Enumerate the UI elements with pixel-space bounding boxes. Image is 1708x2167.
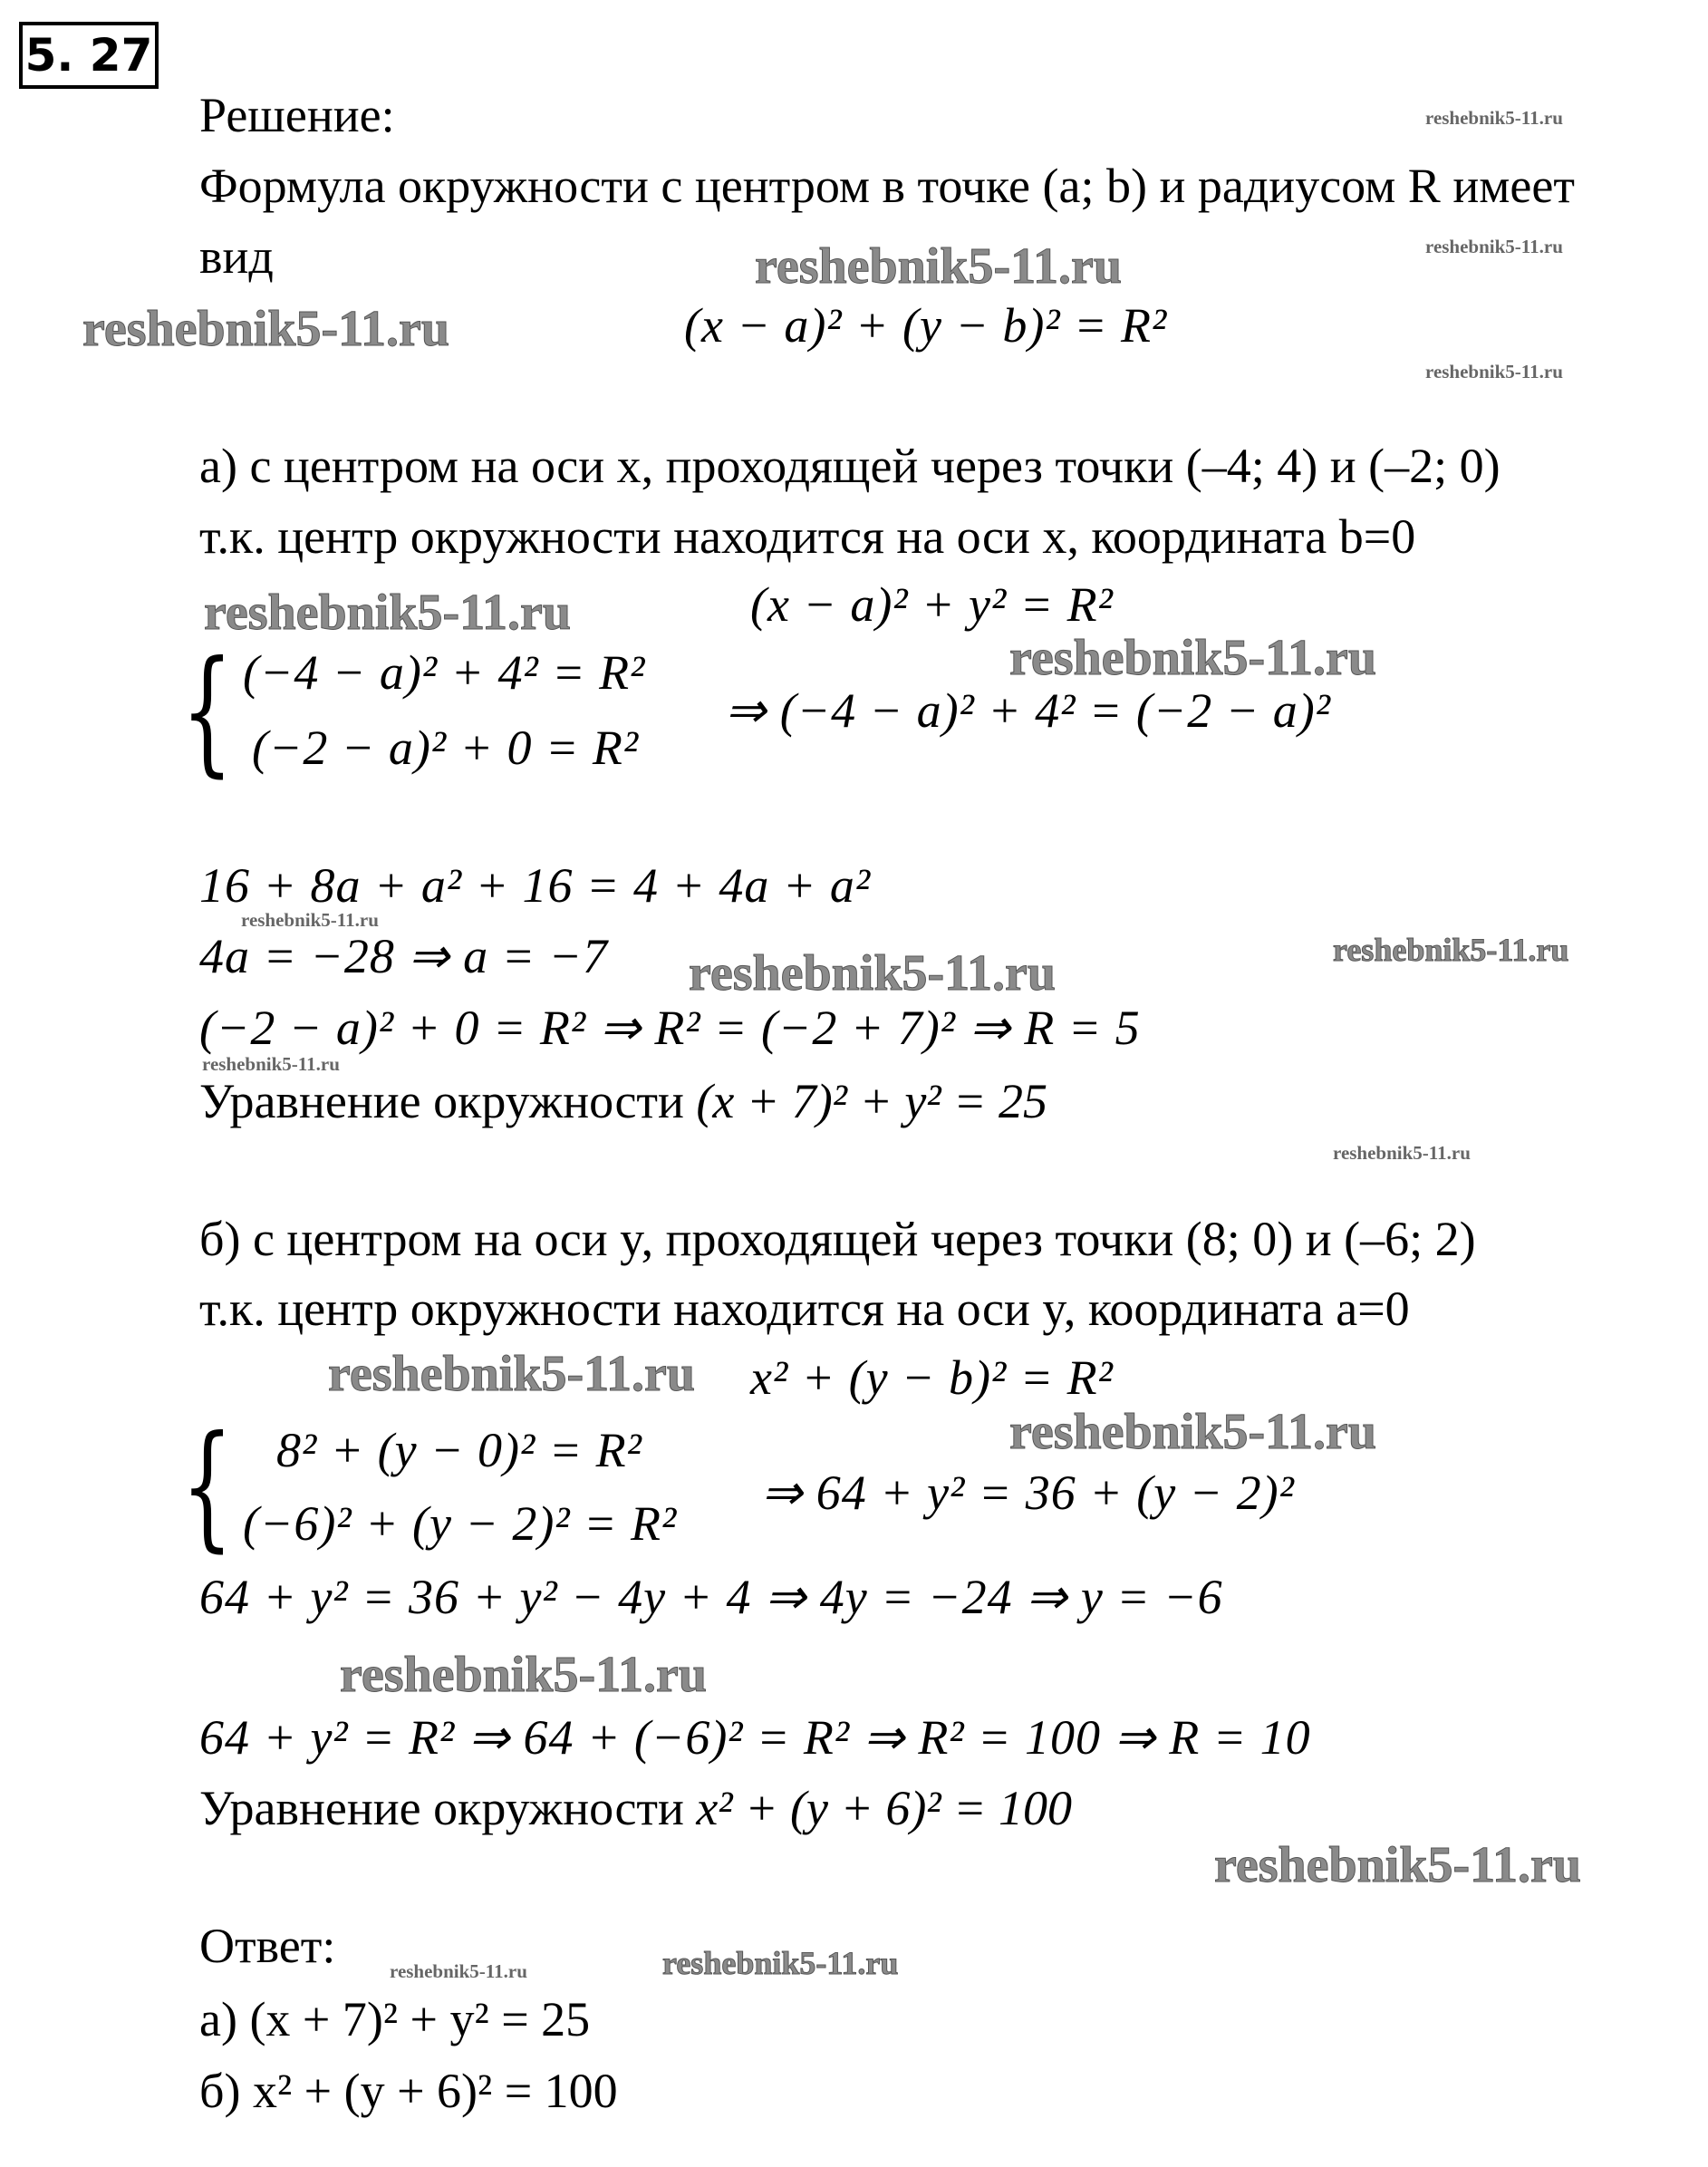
watermark: reshebnik5-11.ru xyxy=(1009,1404,1377,1460)
watermark: reshebnik5-11.ru xyxy=(202,1053,340,1075)
part-b-formula: x² + (y − b)² = R² xyxy=(750,1350,1114,1405)
watermark: reshebnik5-11.ru xyxy=(328,1346,696,1402)
answer-a: а) (x + 7)² + y² = 25 xyxy=(199,1992,591,2046)
part-a-step-3: (−2 − a)² + 0 = R² ⇒ R² = (−2 + 7)² ⇒ R = 5 xyxy=(199,1001,1141,1055)
part-a-system-eq2: (−2 − a)² + 0 = R² xyxy=(252,721,640,775)
part-a-system-eq1: (−4 − a)² + 4² = R² xyxy=(243,645,646,700)
watermark: reshebnik5-11.ru xyxy=(241,909,379,931)
formula-text: Формула окружности с центром в точке (a; b) и радиусом R имеет xyxy=(199,159,1575,213)
part-b-system-eq2: (−6)² + (y − 2)² = R² xyxy=(243,1496,678,1551)
answer-b: б) x² + (y + 6)² = 100 xyxy=(199,2064,618,2118)
answer-label: Ответ: xyxy=(199,1919,336,1973)
part-a-implication: ⇒ (−4 − a)² + 4² = (−2 − a)² xyxy=(725,683,1331,738)
part-a-step-1: 16 + 8a + a² + 16 = 4 + 4a + a² xyxy=(199,858,872,913)
watermark: reshebnik5-11.ru xyxy=(1009,630,1377,686)
part-b-implication: ⇒ 64 + y² = 36 + (y − 2)² xyxy=(761,1466,1295,1520)
part-b-result xyxy=(199,1781,1073,1835)
solution-label: Решение: xyxy=(199,88,395,142)
watermark: reshebnik5-11.ru xyxy=(662,1945,899,1981)
part-b-step-1: 64 + y² = 36 + y² − 4y + 4 ⇒ 4y = −24 ⇒ y = −6 xyxy=(199,1570,1223,1624)
watermark: reshebnik5-11.ru xyxy=(1333,1142,1471,1164)
problem-number: 5. 27 xyxy=(19,22,159,89)
part-b-system-eq1: 8² + (y − 0)² = R² xyxy=(276,1423,642,1477)
part-b-condition: б) с центром на оси y, проходящей через точки (8; 0) и (–6; 2) xyxy=(199,1212,1476,1266)
watermark: reshebnik5-11.ru xyxy=(755,238,1123,295)
part-a-formula: (x − a)² + y² = R² xyxy=(750,577,1114,632)
result-equation: (x + 7)² + y² = 25 xyxy=(696,1074,1048,1128)
watermark: reshebnik5-11.ru xyxy=(1333,932,1569,968)
watermark: reshebnik5-11.ru xyxy=(1425,236,1563,257)
part-b-reason: т.к. центр окружности находится на оси y, координата a=0 xyxy=(199,1282,1410,1336)
watermark: reshebnik5-11.ru xyxy=(1425,107,1563,129)
part-a-result xyxy=(199,1074,1048,1128)
result-equation: x² + (y + 6)² = 100 xyxy=(696,1781,1073,1835)
part-a-reason: т.к. центр окружности находится на оси x, координата b=0 xyxy=(199,509,1416,564)
result-label: Уравнение окружности xyxy=(199,1074,684,1128)
result-label: Уравнение окружности xyxy=(199,1781,684,1835)
part-a-condition: а) с центром на оси x, проходящей через точки (–4; 4) и (–2; 0) xyxy=(199,439,1501,493)
formula-text-cont: вид xyxy=(199,229,274,284)
watermark: reshebnik5-11.ru xyxy=(340,1647,708,1703)
part-a-step-2: 4a = −28 ⇒ a = −7 xyxy=(199,929,609,983)
watermark: reshebnik5-11.ru xyxy=(689,945,1057,1001)
system-brace: { xyxy=(181,1408,234,1565)
watermark: reshebnik5-11.ru xyxy=(204,585,572,641)
watermark: reshebnik5-11.ru xyxy=(1214,1837,1582,1893)
watermark: reshebnik5-11.ru xyxy=(390,1960,527,1982)
watermark: reshebnik5-11.ru xyxy=(1425,361,1563,382)
part-b-step-2: 64 + y² = R² ⇒ 64 + (−6)² = R² ⇒ R² = 100 ⇒ R = 10 xyxy=(199,1710,1311,1765)
system-brace: { xyxy=(181,633,234,790)
general-formula: (x − a)² + (y − b)² = R² xyxy=(684,298,1168,353)
watermark: reshebnik5-11.ru xyxy=(82,301,450,357)
